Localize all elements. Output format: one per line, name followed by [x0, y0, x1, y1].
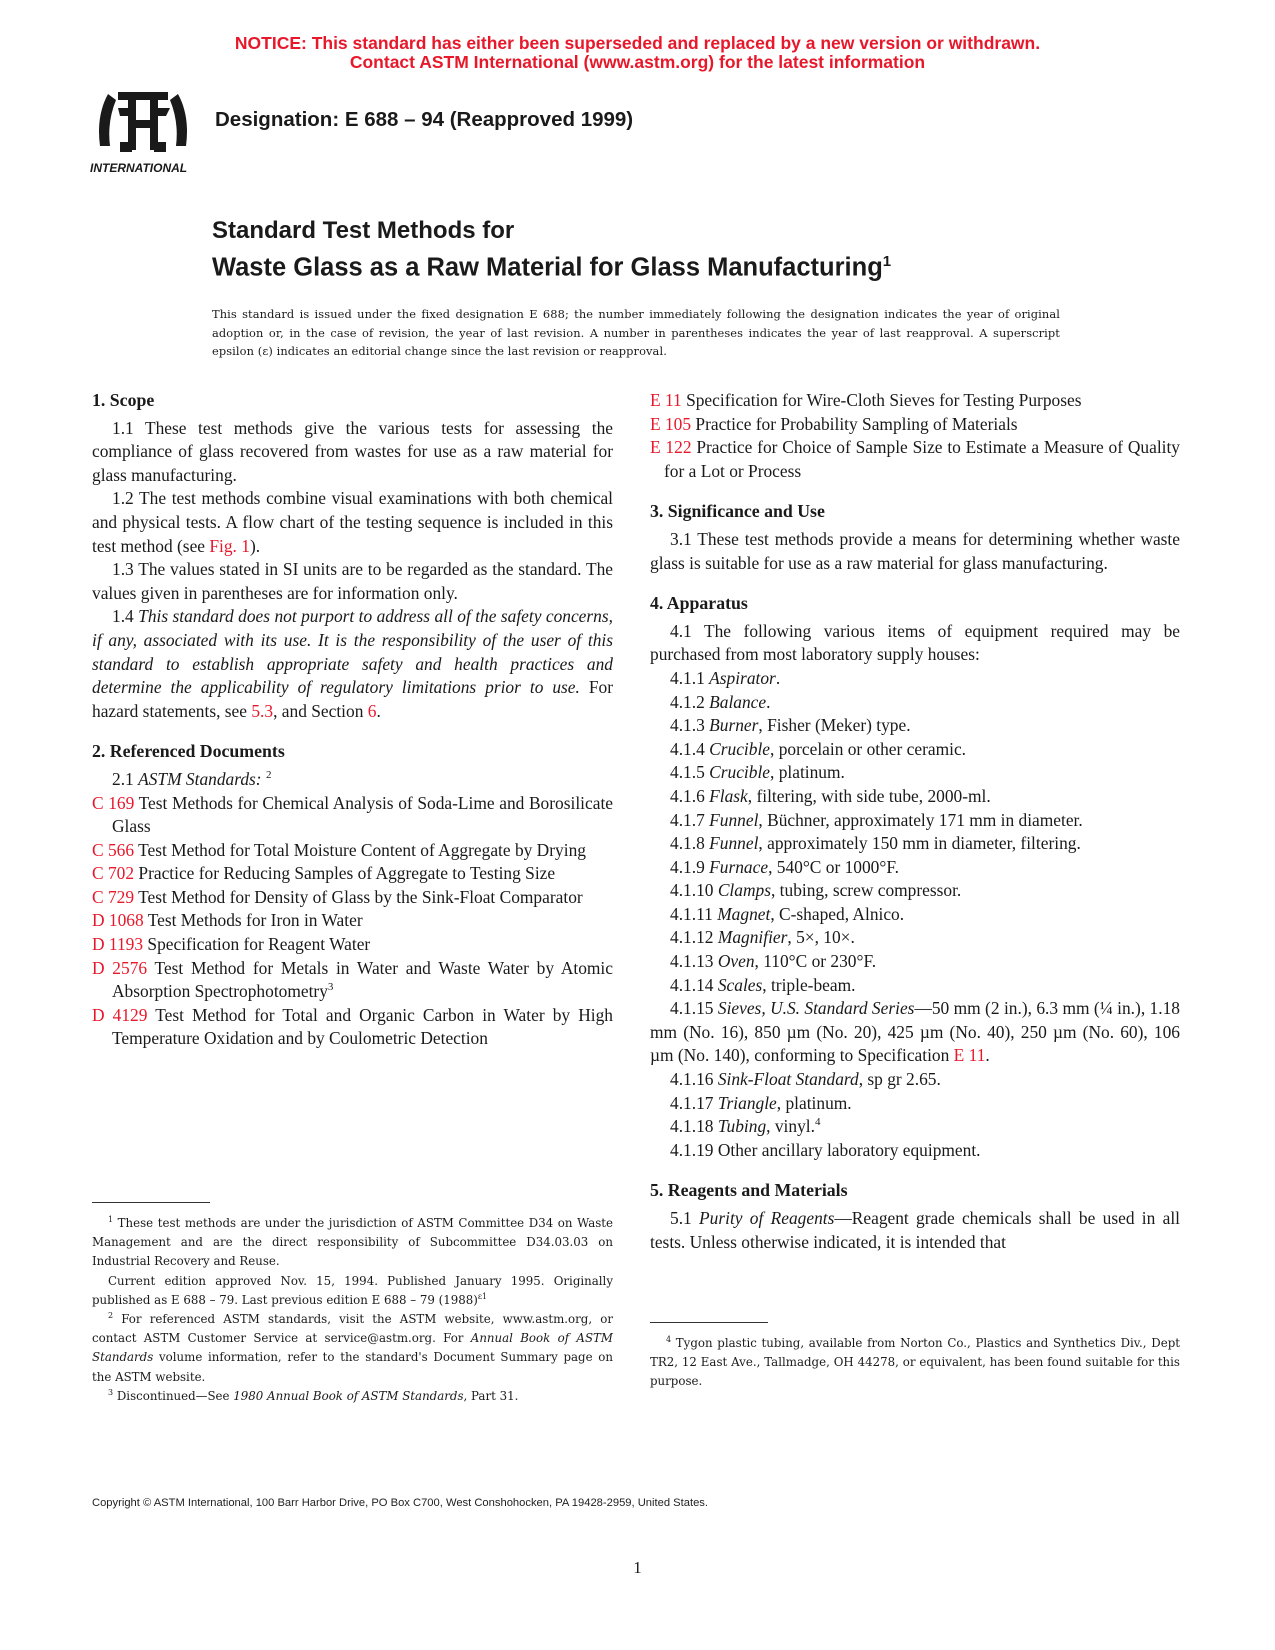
fn-text: Discontinued—See	[113, 1388, 234, 1403]
reagents-5-1-num: 5.1	[670, 1208, 700, 1228]
section-3-heading: 3. Significance and Use	[650, 501, 825, 522]
superseded-notice	[0, 34, 1275, 72]
item-num: 4.1.1	[670, 667, 710, 688]
footnotes-left	[92, 1214, 613, 1406]
scope-1-4-text-b: , and Section	[273, 700, 368, 721]
apparatus-item	[650, 1068, 1180, 1092]
fn-mark: ε1	[477, 1291, 488, 1301]
sieves-desc: —50 mm (2 in.), 6.3 mm (¼ in.), 1.18 mm (No. 16), 850 µm (No. 20), 425 µm (No. 40), 250 µm (No. 60), 106 µm (No. 140), conforming to Specification	[650, 998, 1180, 1066]
item-num: 4.1.5	[670, 762, 710, 783]
footnote-2	[92, 1310, 613, 1387]
footnote-3	[92, 1387, 613, 1406]
ref-code-link[interactable]: E 122	[650, 437, 692, 458]
ref-code-link[interactable]: E 105	[650, 413, 692, 434]
ref-code-link[interactable]: D 4129	[92, 1004, 148, 1025]
ref-code-link[interactable]: D 1068	[92, 910, 144, 931]
apparatus-item	[650, 738, 1180, 762]
ref-code-link[interactable]: C 566	[92, 839, 135, 860]
right-column	[650, 389, 1180, 1254]
ref-item	[92, 792, 613, 839]
item-num: 4.1.4	[670, 738, 710, 759]
apparatus-item	[650, 1092, 1180, 1116]
item-num: 4.1.15	[670, 998, 718, 1019]
left-column	[92, 389, 613, 1051]
item-num: 4.1.3	[670, 715, 710, 736]
fn-text: For referenced ASTM standards, visit the ASTM website, www.astm.org, or contact ASTM Customer Service at service@astm.org. For	[92, 1312, 613, 1346]
apparatus-item	[650, 903, 1180, 927]
tubing-footnote-mark: 4	[814, 1116, 821, 1129]
item-name: Furnace	[709, 856, 769, 877]
fn-text: volume information, refer to the standard's Document Summary page on the ASTM website.	[92, 1350, 613, 1384]
item-num: 4.1.11	[670, 903, 718, 924]
item-num: 4.1.9	[670, 856, 710, 877]
fn-text: Tygon plastic tubing, available from Norton Co., Plastics and Synthetics Div., Dept TR2, 12 East Ave., Tallmadge, OH 44278, or equivalent, has been found suitable for this purpose.	[650, 1336, 1180, 1389]
item-name: Funnel	[709, 809, 759, 830]
astm-standards-sup: 2	[265, 769, 272, 782]
item-desc: , triple-beam.	[762, 974, 856, 995]
item-name: Sieves, U.S. Standard Series	[717, 998, 915, 1019]
item-num: 4.1.17	[670, 1092, 718, 1113]
fig-1-link[interactable]: Fig. 1	[209, 535, 250, 556]
title-line-2	[212, 246, 891, 284]
apparatus-item	[650, 974, 1180, 998]
fn-mark: 4	[666, 1335, 672, 1345]
ref-item	[92, 839, 613, 863]
ref-item	[92, 909, 613, 933]
footnote-rule-left	[92, 1202, 210, 1203]
apparatus-item	[650, 950, 1180, 974]
item-name: Funnel	[709, 833, 759, 854]
ref-title: Test Method for Density of Glass by the Sink-Float Comparator	[134, 886, 583, 907]
item-desc: , approximately 150 mm in diameter, filtering.	[758, 833, 1081, 854]
fn-text: These test methods are under the jurisdiction of ASTM Committee D34 on Waste Management and are the direct responsibility of Subcommittee D34.03.03 on Industrial Recovery and Reuse.	[92, 1216, 613, 1269]
ref-code-link[interactable]: D 2576	[92, 957, 148, 978]
ref-item	[92, 1004, 613, 1051]
ref-item	[92, 886, 613, 910]
item-num: 4.1.12	[670, 927, 718, 948]
item-num: 4.1.7	[670, 809, 710, 830]
apparatus-item	[650, 809, 1180, 833]
footnote-rule-right	[650, 1322, 768, 1323]
apparatus-item: 4.1.19 Other ancillary laboratory equipment.	[670, 1139, 981, 1160]
item-desc: , Büchner, approximately 171 mm in diameter.	[758, 809, 1083, 830]
reagents-5-1	[650, 1207, 1180, 1254]
ref-code-link[interactable]: C 729	[92, 886, 135, 907]
astm-standards-italic: ASTM Standards:	[138, 768, 262, 789]
item-name: Crucible	[709, 738, 770, 759]
astm-mark-icon	[99, 92, 187, 152]
apparatus-item	[650, 856, 1180, 880]
item-name: Flask	[709, 785, 748, 806]
ref-title: Practice for Probability Sampling of Materials	[691, 413, 1018, 434]
item-num: 4.1.16	[670, 1069, 718, 1090]
fn-mark: 2	[108, 1311, 114, 1321]
item-desc: , platinum.	[776, 1092, 852, 1113]
ref-code-link[interactable]: C 169	[92, 792, 135, 813]
footnotes-right	[650, 1334, 1180, 1392]
astm-standards-num: 2.1	[112, 768, 139, 789]
e11-link[interactable]: E 11	[953, 1045, 986, 1066]
ref-title: Test Method for Total Moisture Content of Aggregate by Drying	[134, 839, 586, 860]
scope-1-4-num: 1.4	[112, 606, 139, 627]
ref-item	[650, 436, 1180, 483]
ref-title: Test Methods for Iron in Water	[143, 910, 363, 931]
section-1-heading: 1. Scope	[92, 390, 155, 410]
item-desc: , vinyl.	[766, 1116, 815, 1137]
apparatus-item	[650, 1115, 1180, 1139]
astm-logo	[88, 86, 198, 178]
item-desc: , platinum.	[770, 762, 845, 783]
apparatus-item	[650, 761, 1180, 785]
scope-1-2	[92, 487, 613, 558]
ref-title: Test Method for Total and Organic Carbon in Water by High Temperature Oxidation and by Coulometric Detection	[112, 1004, 613, 1049]
fn-text: , Part 31.	[463, 1388, 519, 1403]
item-desc: , filtering, with side tube, 2000-ml.	[747, 785, 991, 806]
item-name: Oven	[717, 951, 755, 972]
apparatus-item	[650, 785, 1180, 809]
item-name: Balance	[709, 691, 767, 712]
item-name: Scales	[717, 974, 763, 995]
apparatus-item	[650, 691, 1180, 715]
item-desc: , sp gr 2.65.	[858, 1069, 941, 1090]
title-line-2-text: Waste Glass as a Raw Material for Glass Manufacturing	[212, 253, 883, 282]
scope-1-4	[92, 605, 613, 723]
apparatus-sieves	[650, 997, 1180, 1068]
fn-italic: Annual Book of ASTM Standards	[92, 1331, 613, 1365]
item-desc: , 110°C or 230°F.	[754, 951, 877, 972]
title-line-1: Standard Test Methods for	[212, 217, 515, 244]
scope-1-4-text: For hazard statements, see	[92, 677, 613, 721]
scope-1-2-end: ).	[249, 535, 261, 556]
ref-item	[92, 933, 613, 957]
item-name: Tubing	[717, 1116, 767, 1137]
item-name: Crucible	[709, 762, 770, 783]
significance-3-1: 3.1 These test methods provide a means for determining whether waste glass is suitable for use as a raw material for glass manufacturing.	[650, 528, 1180, 573]
item-num: 4.1.2	[670, 691, 710, 712]
apparatus-item	[650, 714, 1180, 738]
ref-item	[92, 957, 613, 1004]
item-desc: , porcelain or other ceramic.	[770, 738, 967, 759]
item-name: Sink-Float Standard	[717, 1069, 859, 1090]
ref-code-link[interactable]: E 11	[650, 390, 682, 410]
item-desc: .	[775, 667, 781, 688]
document-title	[212, 216, 891, 284]
section-5-3-link[interactable]: 5.3	[251, 700, 274, 721]
astm-standards-label	[92, 768, 613, 792]
footnote-1	[92, 1214, 613, 1272]
item-desc: , C-shaped, Alnico.	[770, 903, 905, 924]
issued-note: This standard is issued under the fixed designation E 688; the number immediately following the designation indicates the year of original adoption or, in the case of revision, the year of last revision. A number in parentheses indicates the year of last reapproval. A superscript epsilon (ε) indicates an editorial change since the last revision or reapproval.	[212, 307, 1060, 358]
item-name: Magnifier	[717, 927, 788, 948]
reagents-5-1-italic: Purity of Reagents	[699, 1208, 835, 1228]
item-name: Magnet	[717, 903, 771, 924]
footnote-4	[650, 1334, 1180, 1392]
scope-1-4-end: .	[376, 700, 381, 721]
item-desc: , Fisher (Meker) type.	[758, 715, 911, 736]
ref-title: Practice for Reducing Samples of Aggregate to Testing Size	[134, 863, 556, 884]
item-num: 4.1.10	[670, 880, 718, 901]
ref-footnote-mark: 3	[327, 981, 334, 994]
apparatus-item	[650, 667, 1180, 691]
fn-mark: 1	[108, 1215, 114, 1225]
scope-1-3: 1.3 The values stated in SI units are to be regarded as the standard. The values given in parentheses are for information only.	[92, 559, 613, 603]
item-desc: , 540°C or 1000°F.	[768, 856, 899, 877]
item-desc: , tubing, screw compressor.	[770, 880, 962, 901]
ref-title: Test Methods for Chemical Analysis of Soda-Lime and Borosilicate Glass	[112, 792, 613, 837]
ref-title: Specification for Reagent Water	[143, 934, 371, 955]
ref-title: Practice for Choice of Sample Size to Estimate a Measure of Quality for a Lot or Process	[664, 437, 1181, 481]
copyright: Copyright © ASTM International, 100 Barr Harbor Drive, PO Box C700, West Conshohocken, PA 19428-2959, United States.	[92, 1497, 708, 1509]
item-num: 4.1.13	[670, 951, 718, 972]
section-2-heading: 2. Referenced Documents	[92, 741, 285, 762]
ref-code-link[interactable]: D 1193	[92, 934, 144, 955]
sieves-end: .	[985, 1045, 990, 1066]
apparatus-item	[650, 832, 1180, 856]
item-desc: .	[766, 691, 771, 712]
reagents-5-1-text: —Reagent grade chemicals shall be used in all tests. Unless otherwise indicated, it is intended that	[650, 1208, 1181, 1252]
fn-mark: 3	[108, 1387, 114, 1397]
ref-item	[650, 413, 1180, 437]
section-6-link[interactable]: 6	[367, 700, 377, 721]
apparatus-item	[650, 879, 1180, 903]
logo-international-text: INTERNATIONAL	[90, 161, 188, 175]
ref-code-link[interactable]: C 702	[92, 863, 135, 884]
item-num: 4.1.6	[670, 785, 710, 806]
title-footnote-mark: 1	[882, 253, 892, 270]
item-desc: , 5×, 10×.	[787, 927, 855, 948]
item-name: Triangle	[717, 1092, 777, 1113]
designation: Designation: E 688 – 94 (Reapproved 1999)	[215, 108, 634, 131]
ref-item	[650, 389, 1180, 413]
fn-italic: 1980 Annual Book of ASTM Standards	[233, 1388, 464, 1403]
footnote-1b	[92, 1272, 613, 1310]
item-num: 4.1.14	[670, 974, 718, 995]
item-num: 4.1.18	[670, 1116, 718, 1137]
page-number: 1	[633, 1558, 642, 1577]
scope-1-1: 1.1 These test methods give the various tests for assessing the compliance of glass recovered from wastes for use as a raw material for glass manufacturing.	[92, 417, 613, 485]
item-name: Aspirator	[709, 667, 776, 688]
ref-title: Specification for Wire-Cloth Sieves for Testing Purposes	[681, 390, 1082, 410]
item-name: Clamps	[717, 880, 771, 901]
scope-1-4-italic: This standard does not purport to address all of the safety concerns, if any, associated with its use. It is the responsibility of the user of this standard to establish appropriate safety and health practices and determine the applicability of regulatory limitations prior to use.	[92, 606, 613, 698]
apparatus-4-1: 4.1 The following various items of equipment required may be purchased from most laboratory supply houses:	[650, 620, 1180, 665]
scope-1-2-text: 1.2 The test methods combine visual examinations with both chemical and physical tests. A flow chart of the testing sequence is included in this test method (see	[92, 488, 613, 556]
item-name: Burner	[709, 715, 759, 736]
item-num: 4.1.8	[670, 833, 710, 854]
ref-title: Test Method for Metals in Water and Waste Water by Atomic Absorption Spectrophotometry	[112, 957, 613, 1002]
notice-line-2: Contact ASTM International (www.astm.org) for the latest information	[349, 52, 926, 72]
apparatus-item	[650, 926, 1180, 950]
section-5-heading: 5. Reagents and Materials	[650, 1180, 848, 1201]
notice-line-1: NOTICE: This standard has either been superseded and replaced by a new version or withdrawn.	[234, 33, 1041, 53]
fn-text: Current edition approved Nov. 15, 1994. Published January 1995. Originally published as E 688 – 79. Last previous edition E 688 – 79 (1988)	[92, 1273, 613, 1307]
section-4-heading: 4. Apparatus	[650, 593, 748, 614]
ref-item	[92, 862, 613, 886]
